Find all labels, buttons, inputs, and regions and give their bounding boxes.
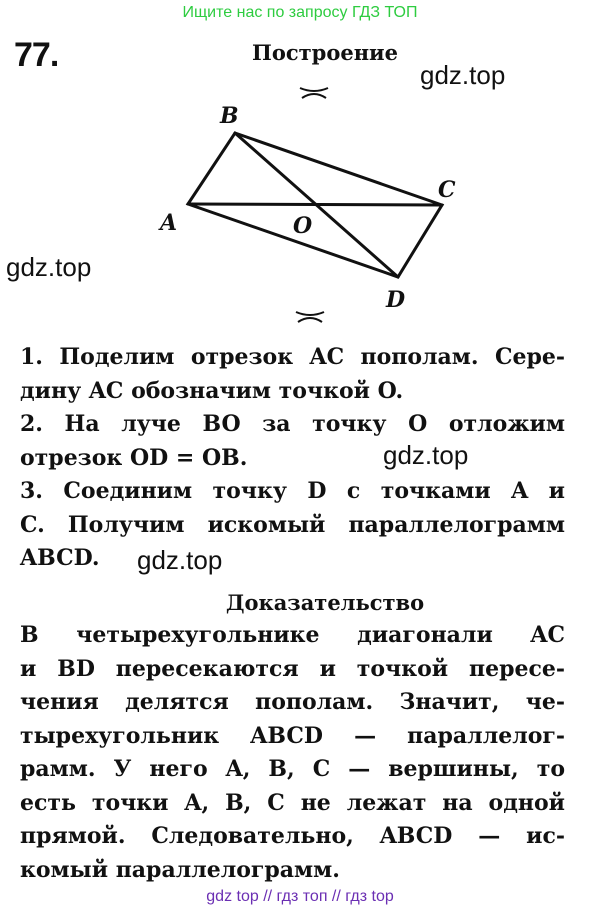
top-banner: Ищите нас по запросу ГДЗ ТОП <box>182 4 418 21</box>
problem-number: 77. <box>14 36 59 74</box>
arc-mark-bottom <box>296 312 324 322</box>
proof-heading: Доказательство <box>225 590 425 615</box>
watermark-3: gdz.top <box>383 440 469 470</box>
label-b: B <box>220 103 239 129</box>
figure-lines <box>188 133 442 277</box>
parallelogram-figure <box>0 0 600 330</box>
step-3-line-1: 3. Соединим точку D с точками A и <box>20 478 565 504</box>
proof-line: рамм. У него A, B, C — вершины, то <box>20 756 565 782</box>
label-d: D <box>386 287 406 313</box>
arc-mark-top <box>300 88 328 98</box>
watermark-1: gdz.top <box>420 60 506 90</box>
proof-line: В четырехугольнике диагонали AC <box>20 622 565 648</box>
proof-line: и BD пересекаются и точкой пересе- <box>20 655 565 682</box>
label-o: O <box>293 213 313 239</box>
proof-line: есть точки A, B, C не лежат на одной <box>20 789 565 816</box>
label-a: A <box>160 210 178 236</box>
step-3-line-3: ABCD. <box>20 545 100 571</box>
watermark-4: gdz.top <box>137 545 223 575</box>
construction-heading: Построение <box>252 40 398 65</box>
watermark-2: gdz.top <box>6 252 92 282</box>
proof-line: чения делятся пополам. Значит, че- <box>20 689 565 715</box>
proof-line: комый параллелограмм. <box>20 856 340 883</box>
proof-line: тырехугольник ABCD — параллелог- <box>20 722 565 749</box>
step-2-line-2: отрезок OD = OB. <box>20 444 248 471</box>
step-2-line-1: 2. На луче BO за точку O отложим <box>20 411 565 437</box>
label-c: C <box>438 177 456 203</box>
proof-text <box>20 619 565 887</box>
construction-steps <box>20 341 565 576</box>
step-1-line-1: 1. Поделим отрезок AC пополам. Сере- <box>20 344 565 370</box>
proof-line: прямой. Следовательно, ABCD — ис- <box>20 823 565 849</box>
step-1-line-2: дину AC обозначим точкой O. <box>20 377 404 404</box>
footer-links: gdz top // гдз топ // гдз top <box>206 888 394 905</box>
step-3-line-2: C. Получим искомый параллелограмм <box>20 511 565 538</box>
